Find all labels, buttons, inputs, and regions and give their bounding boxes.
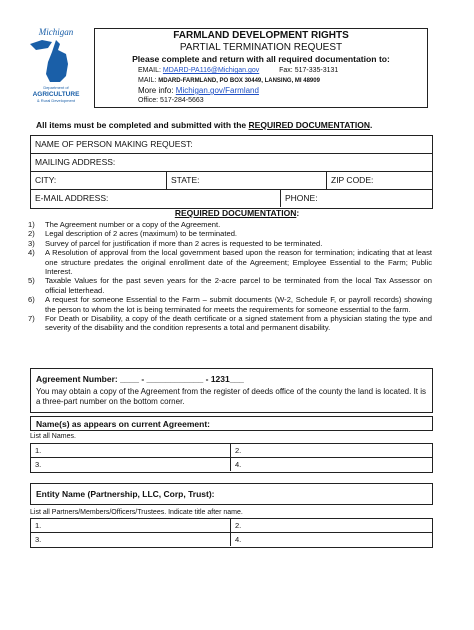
email-link[interactable]: MDARD-PA116@Michigan.gov [162,67,260,74]
form-row-city [31,172,432,190]
zip-field[interactable] [326,172,432,189]
list-item [28,239,432,248]
list-item-text: Survey of parcel for justification if more than 2 acres is requested to be terminated. [45,238,323,248]
entity-cell-2[interactable]: 2. [230,519,432,532]
state-label: STATE: [171,175,200,185]
office-phone: Office: 517-284-5663 [138,97,204,104]
instructions: Please complete and return with all required documentation to: [132,54,390,64]
email-address-field[interactable] [31,190,280,207]
completion-note [36,120,372,130]
more-info-line [138,86,259,95]
state-field[interactable] [166,172,326,189]
agreement-names-label: Name(s) as appears on current Agreement: [36,419,210,429]
list-item [28,295,432,314]
list-item-number: 1) [28,220,35,229]
table-row [31,458,432,472]
form-title: FARMLAND DEVELOPMENT RIGHTS [173,30,349,41]
note-prefix: All items must be completed and submitted with the [36,120,249,130]
agreement-number-box [30,368,433,413]
name-cell-3[interactable]: 3. [35,460,42,469]
list-item-text: Taxable Values for the past seven years for the 2-acre parcel to be terminated from the local Tax Assessor on official letterhead. [45,276,432,295]
list-item [28,229,432,238]
list-item-number: 5) [28,276,35,286]
required-documentation-heading [0,208,474,218]
form-row-mailing [31,154,432,172]
list-item [28,276,432,295]
email-label: EMAIL: [138,67,163,74]
list-item [28,248,432,276]
svg-text:& Rural Development: & Rural Development [36,98,76,103]
list-item-text: A Resolution of approval from the local government based upon the reason for termination; indicating that at least one structure predates the original enrollment date of the Agreement; Employee Essential to the Farm; Public Interest. [45,248,432,277]
list-item-number: 7) [28,314,35,324]
email-address-label: E-MAIL ADDRESS: [35,193,109,203]
entity-name-box [30,483,433,505]
phone-label: PHONE: [285,193,318,203]
list-item-text: For Death or Disability, a copy of the death certificate or a signed statement from a physician stating the type and severity of the disability and the condition represents a total and permanent disability. [45,314,432,333]
name-cell-2[interactable]: 2. [230,444,432,457]
fax-text: Fax: 517-335-3131 [279,67,339,74]
required-heading-suffix: : [296,208,300,218]
list-item-number: 2) [28,229,35,239]
table-row [31,533,432,547]
entity-name-label: Entity Name (Partnership, LLC, Corp, Trust): [36,489,215,499]
city-field[interactable] [31,172,166,189]
entity-cell-1[interactable]: 1. [35,521,42,530]
city-label: CITY: [35,175,57,185]
agreement-help-text: You may obtain a copy of the Agreement from the register of deeds office of the county the land is located. It is a three-part number on the bottom corner. [36,387,427,406]
table-row [31,519,432,533]
mail-address: MDARD-FARMLAND, PO BOX 30449, LANSING, MI 48909 [158,78,320,84]
agreement-names-box [30,416,433,431]
mdard-logo [22,26,90,106]
form-subtitle: PARTIAL TERMINATION REQUEST [179,42,343,53]
names-table [30,443,433,473]
requirements-list [28,220,432,333]
list-item [28,314,432,333]
svg-text:AGRICULTURE: AGRICULTURE [32,91,80,98]
form-row-name [31,136,432,154]
list-item-number: 6) [28,295,35,305]
mailing-address-field[interactable] [31,154,432,171]
mail-label: MAIL: [138,77,159,84]
list-item-text: A request for someone Essential to the Farm – submit documents (W-2, Schedule F, or payroll records) showing the person to whom the lot is being terminated for meets the requirements for someone essential to the farm. [45,295,432,314]
more-info-link[interactable]: Michigan.gov/Farmland [175,86,259,95]
entity-table [30,518,433,548]
entity-sublabel: List all Partners/Members/Officers/Trustees. Indicate title after name. [30,509,243,516]
list-item-text: The Agreement number or a copy of the Agreement. [45,220,221,229]
name-label: NAME OF PERSON MAKING REQUEST: [35,139,193,149]
email-line [138,67,338,74]
required-heading-text: REQUIRED DOCUMENTATION [174,208,297,218]
more-info-label: More info: [138,86,176,95]
note-emphasis: REQUIRED DOCUMENTATION [248,120,371,130]
zip-label: ZIP CODE: [331,175,374,185]
table-row [31,444,432,458]
note-suffix: . [370,120,373,130]
list-item [28,220,432,229]
form-row-email [31,190,432,208]
list-item-number: 4) [28,248,35,258]
list-item-number: 3) [28,238,35,248]
mail-line [138,77,320,84]
list-item-text: Legal description of 2 acres (maximum) to be terminated. [45,229,238,239]
name-cell-4[interactable]: 4. [230,458,432,471]
name-cell-1[interactable]: 1. [35,446,42,455]
entity-cell-3[interactable]: 3. [35,535,42,544]
name-field[interactable] [31,136,432,153]
logo-top-text: Michigan [38,27,74,37]
michigan-map-logo-icon [22,26,90,106]
svg-text:Department of: Department of [43,85,69,90]
requester-form [30,135,433,209]
agreement-number-field[interactable]: Agreement Number: ____ - ____________ - 1231___ [36,374,244,384]
phone-field[interactable] [280,190,432,207]
names-sublabel: List all Names. [30,433,76,440]
entity-cell-4[interactable]: 4. [230,533,432,546]
mailing-label: MAILING ADDRESS: [35,157,116,167]
